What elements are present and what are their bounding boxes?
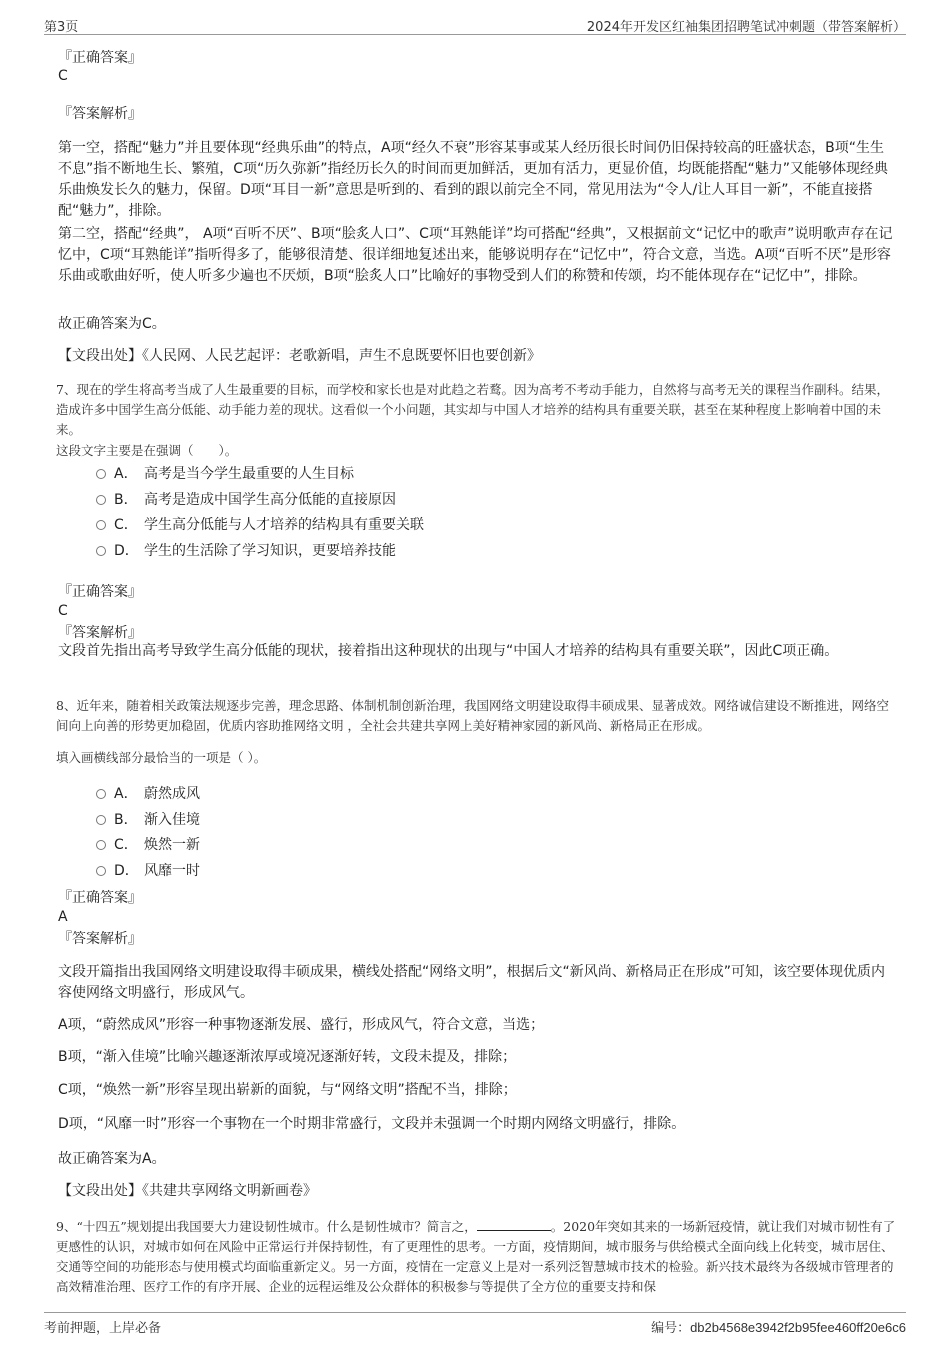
document-id-value: db2b4568e3942f2b95fee460ff20e6c6 (690, 1320, 906, 1335)
radio-icon[interactable] (96, 840, 106, 850)
page-footer (44, 1312, 906, 1335)
q8-stem: 8、近年来，随着相关政策法规逐步完善，理念思路、体制机制创新治理，我国网络文明建设取得丰硕成果、显著成效。网络诚信建设不断推进，网络空间向上向善的形势更加稳固，优质内容助推网络文明 ，全社会共建共享网上美好精神家园的新风尚、新格局正在形成。 (56, 698, 889, 733)
q7-analysis-label: 『答案解析』 (58, 625, 142, 641)
radio-icon[interactable] (96, 815, 106, 825)
q6-source: 【文段出处】《人民网、人民艺起评：老歌新唱，声生不息既要怀旧也要创新》 (58, 348, 541, 364)
radio-icon[interactable] (96, 789, 106, 799)
q8-option-c[interactable] (96, 835, 200, 855)
option-text: 蔚然成风 (144, 786, 200, 802)
option-text: 高考是当今学生最重要的人生目标 (144, 466, 354, 482)
fill-in-blank (477, 1216, 551, 1231)
radio-icon[interactable] (96, 866, 106, 876)
radio-icon[interactable] (96, 520, 106, 530)
q9-stem-before: 9、“十四五”规划提出我国要大力建设韧性城市。什么是韧性城市？简言之， (56, 1219, 477, 1234)
q7-option-c[interactable] (96, 515, 424, 535)
option-text: 渐入佳境 (144, 812, 200, 828)
q6-analysis-label: 『答案解析』 (58, 106, 142, 122)
q6-analysis-paragraph-2: 第二空，搭配“经典”， A项“百听不厌”、B项“脍炙人口”、C项“耳熟能详”均可搭配“经典”，又根据前文“记忆中的歌声”说明歌声存在记忆中，C项“耳熟能详”指听得多了，能够很清楚、很详细地复述出来，能够说明存在“记忆中”，符合文意，当选。A项“百听不厌”是形容乐曲或歌曲好听，使人听多少遍也不厌烦，B项“脍炙人口”比喻好的事物受到人们的称赞和传颂，均不能体现存在“记忆中”，排除。 (58, 226, 893, 284)
q6-conclusion: 故正确答案为C。 (58, 316, 166, 332)
option-text: 风靡一时 (144, 863, 200, 879)
q9-stem (56, 1216, 896, 1300)
radio-icon[interactable] (96, 546, 106, 556)
q8-analysis-option-c: C项，“焕然一新”形容呈现出崭新的面貌，与“网络文明”搭配不当，排除； (58, 1082, 517, 1098)
q8-option-b[interactable] (96, 810, 200, 830)
option-letter: C． (114, 517, 138, 533)
radio-icon[interactable] (96, 495, 106, 505)
page-number: 第3页 (44, 20, 79, 35)
q8-conclusion: 故正确答案为A。 (58, 1151, 166, 1167)
q6-answer-label: 『正确答案』 (58, 50, 142, 66)
footer-slogan: 考前押题，上岸必备 (44, 1321, 162, 1336)
q8-answer: A (58, 909, 68, 925)
q7-analysis: 文段首先指出高考导致学生高分低能的现状，接着指出这种现状的出现与“中国人才培养的结构具有重要关联”，因此C项正确。 (58, 643, 839, 659)
q8-analysis-option-d: D项，“风靡一时”形容一个事物在一个时期非常盛行，文段并未强调一个时期内网络文明盛行，排除。 (58, 1116, 686, 1132)
option-letter: D． (114, 863, 139, 879)
q7-option-d[interactable] (96, 541, 396, 561)
q7-option-b[interactable] (96, 490, 396, 510)
option-letter: D． (114, 543, 139, 559)
q8-option-d[interactable] (96, 861, 200, 881)
q6-analysis-paragraph-1: 第一空，搭配“魅力”并且要体现“经典乐曲”的特点，A项“经久不衰”形容某事或某人经历很长时间仍旧保持较高的旺盛状态，B项“生生不息”指不断地生长、繁殖，C项“历久弥新”指经历长久的时间而更加鲜活，更加有活力，更显价值，均既能搭配“魅力”又能够体现经典乐曲焕发长久的魅力，保留。D项“耳目一新”意思是听到的、看到的跟以前完全不同，常见用法为“令人/让人耳目一新”，不能直接搭配“魅力”，排除。 (58, 140, 889, 219)
option-text: 高考是造成中国学生高分低能的直接原因 (144, 492, 396, 508)
q7-option-a[interactable] (96, 464, 354, 484)
q7-answer: C (58, 603, 68, 619)
q7-stem: 7、现在的学生将高考当成了人生最重要的目标，而学校和家长也是对此趋之若鹜。因为高考不考动手能力，自然将与高考无关的课程当作副科。结果，造成许多中国学生高分低能、动手能力差的现状。这看似一个小问题，其实却与中国人才培养的结构具有重要关联，甚至在某种程度上影响着中国的未来。 (56, 382, 889, 437)
q6-answer: C (58, 68, 68, 84)
document-title: 2024年开发区红袖集团招聘笔试冲刺题（带答案解析） (586, 20, 906, 35)
option-text: 焕然一新 (144, 837, 200, 853)
q8-analysis-paragraph-1: 文段开篇指出我国网络文明建设取得丰硕成果，横线处搭配“网络文明”，根据后文“新风尚、新格局正在形成”可知，该空要体现优质内容使网络文明盛行，形成风气。 (58, 964, 886, 1001)
option-text: 学生的生活除了学习知识，更要培养技能 (144, 543, 396, 559)
q7-answer-label: 『正确答案』 (58, 584, 142, 600)
document-id (651, 1317, 906, 1336)
option-letter: B． (114, 492, 138, 508)
q8-answer-label: 『正确答案』 (58, 890, 142, 906)
option-letter: B． (114, 812, 138, 828)
radio-icon[interactable] (96, 469, 106, 479)
q8-analysis-option-b: B项，“渐入佳境”比喻兴趣逐渐浓厚或境况逐渐好转，文段未提及，排除； (58, 1049, 517, 1065)
q8-analysis-option-a: A项，“蔚然成风”形容一种事物逐渐发展、盛行，形成风气，符合文意，当选； (58, 1017, 545, 1033)
option-text: 学生高分低能与人才培养的结构具有重要关联 (144, 517, 424, 533)
q8-analysis-label: 『答案解析』 (58, 931, 142, 947)
q9-stem-after: 。2020年突如其来的一场新冠疫情，就让我们对城市韧性有了更感性的认识，对城市如何在风险中正常运行并保持韧性，有了更理性的思考。一方面，疫情期间，城市服务与供给模式全面向线上化转变，城市居住、交通等空间的功能形态与使用模式均面临重新定义。另一方面，疫情在一定意义上是对一系列泛智慧城市技术的检验。新兴技术最终为各级城市管理者的高效精准治理、医疗工作的有序开展、企业的远程运维及公众群体的积极参与等提供了全方位的重要支持和保 (56, 1219, 896, 1294)
q8-source: 【文段出处】《共建共享网络文明新画卷》 (58, 1183, 317, 1199)
option-letter: A． (114, 786, 138, 802)
q8-option-a[interactable] (96, 784, 200, 804)
q7-question: 这段文字主要是在强调（ ）。 (56, 443, 238, 458)
document-id-label: 编号： (651, 1321, 691, 1336)
option-letter: C． (114, 837, 138, 853)
q8-question: 填入画横线部分最恰当的一项是（ ）。 (56, 750, 267, 765)
option-letter: A． (114, 466, 138, 482)
page-header (44, 14, 906, 35)
